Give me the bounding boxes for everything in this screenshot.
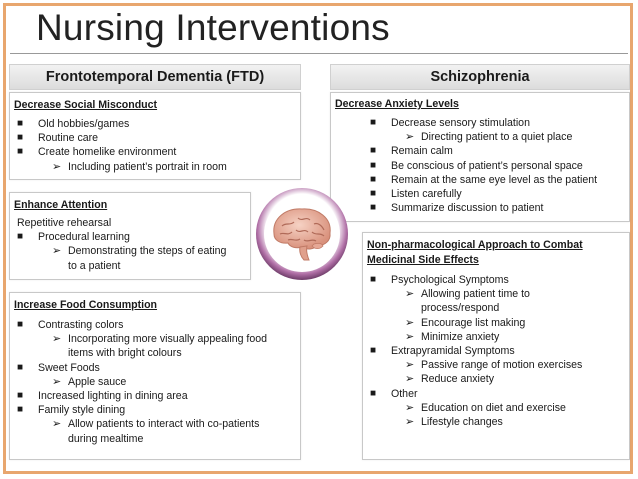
square-bullet-icon: ■ [17,132,24,144]
list-item: ■ Family style dining [17,404,126,417]
list-item: Repetitive rehearsal [17,217,112,229]
square-bullet-icon: ■ [17,404,24,416]
anxiety-levels-title: Decrease Anxiety Levels [335,98,459,110]
list-subitem-continued: to a patient [68,259,121,272]
brain-icon [254,186,350,282]
arrow-bullet-icon: ➢ [405,359,415,372]
list-subitem: ➢ Encourage list making [405,316,526,329]
arrow-bullet-icon: ➢ [405,131,415,144]
arrow-bullet-icon: ➢ [405,416,415,429]
list-subitem: ➢ Incorporating more visually appealing food [52,333,268,346]
title-divider [10,53,628,54]
square-bullet-icon: ■ [370,159,377,171]
enhance-attention-title: Enhance Attention [14,199,108,211]
list-item: ■ Create homelike environment [17,146,177,159]
non-pharmacological-title-continued: Medicinal Side Effects [367,254,479,266]
arrow-bullet-icon: ➢ [52,160,62,173]
arrow-bullet-icon: ➢ [405,373,415,386]
food-consumption-title: Increase Food Consumption [14,299,158,311]
square-bullet-icon: ■ [370,145,377,157]
non-pharmacological-box [362,232,630,460]
list-subitem: ➢ Directing patient to a quiet place [405,131,573,144]
square-bullet-icon: ■ [370,387,377,399]
list-item: ■ Routine care [17,132,99,145]
arrow-bullet-icon: ➢ [52,418,62,431]
anxiety-levels-box [330,92,630,222]
list-item: ■ Be conscious of patient’s personal space [370,159,583,172]
non-pharmacological-title: Non-pharmacological Approach to Combat [367,239,583,251]
page-title: Nursing Interventions [36,7,390,48]
square-bullet-icon: ■ [370,117,377,128]
list-item: ■ Extrapyramidal Symptoms [370,345,515,358]
square-bullet-icon: ■ [17,118,24,129]
schizophrenia-header: Schizophrenia [330,64,630,90]
square-bullet-icon: ■ [370,188,377,200]
list-subitem-continued: process/respond [421,302,500,315]
ftd-header: Frontotemporal Dementia (FTD) [9,64,301,90]
arrow-bullet-icon: ➢ [405,316,415,329]
arrow-bullet-icon: ➢ [52,245,62,258]
arrow-bullet-icon: ➢ [405,288,415,301]
list-subitem-continued: during mealtime [68,432,144,445]
social-misconduct-title: Decrease Social Misconduct [14,99,158,111]
list-item: ■ Old hobbies/games [17,118,130,130]
list-subitem: ➢ Reduce anxiety [405,373,495,386]
enhance-attention-box [9,192,251,280]
list-item: ■ Sweet Foods [17,361,100,374]
square-bullet-icon: ■ [17,390,24,402]
square-bullet-icon: ■ [370,173,377,185]
list-subitem: ➢ Allowing patient time to [405,288,530,301]
square-bullet-icon: ■ [370,202,377,214]
list-subitem: ➢ Lifestyle changes [405,416,503,429]
square-bullet-icon: ■ [17,231,24,243]
list-item: ■ Remain calm [370,145,453,158]
arrow-bullet-icon: ➢ [405,401,415,414]
square-bullet-icon: ■ [17,361,24,373]
list-subitem: ➢ Education on diet and exercise [405,401,566,414]
list-item: ■ Listen carefully [370,188,462,201]
list-subitem: ➢ Passive range of motion exercises [405,359,583,372]
square-bullet-icon: ■ [17,319,24,330]
square-bullet-icon: ■ [370,274,377,285]
list-item: ■ Procedural learning [17,231,130,244]
list-subitem-continued: items with bright colours [68,347,182,360]
square-bullet-icon: ■ [17,146,24,158]
list-item: ■ Remain at the same eye level as the patient [370,173,598,186]
list-item: ■ Psychological Symptoms [370,274,509,286]
square-bullet-icon: ■ [370,345,377,357]
social-misconduct-box [9,92,301,180]
list-subitem: ➢ Minimize anxiety [405,330,500,343]
food-consumption-box [9,292,301,460]
list-subitem: ➢ Allow patients to interact with co-patients [52,418,260,431]
arrow-bullet-icon: ➢ [405,330,415,343]
list-subitem: ➢ Apple sauce [52,375,127,388]
list-item: ■ Summarize discussion to patient [370,202,544,215]
list-item: ■ Other [370,387,418,400]
list-subitem: ➢ Including patient’s portrait in room [52,160,227,173]
list-item: ■ Decrease sensory stimulation [370,117,530,129]
arrow-bullet-icon: ➢ [52,333,62,346]
list-item: ■ Contrasting colors [17,319,124,331]
arrow-bullet-icon: ➢ [52,375,62,388]
list-subitem: ➢ Demonstrating the steps of eating [52,245,227,258]
list-item: ■ Increased lighting in dining area [17,390,188,403]
